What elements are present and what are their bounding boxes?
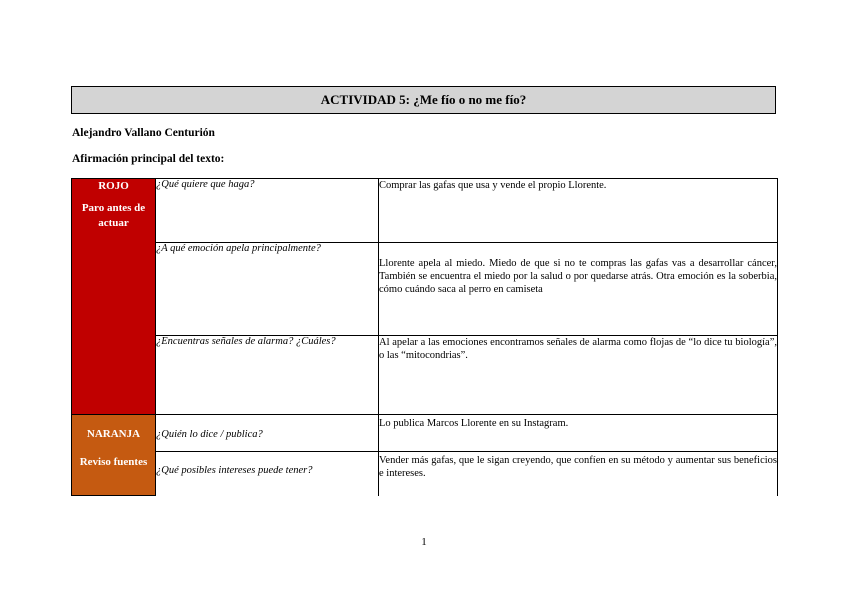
- naranja-category-name: NARANJA: [86, 428, 141, 440]
- table-row: [72, 452, 778, 496]
- rojo-category-subtitle: Paro antes de actuar: [81, 202, 146, 229]
- activity-title: [71, 86, 776, 114]
- table-row: [72, 415, 778, 452]
- activity-title-text: ACTIVIDAD 5: ¿Me fío o no me fío?: [320, 92, 527, 107]
- table-row: [72, 336, 778, 415]
- analysis-table: [71, 178, 778, 496]
- naranja-category-cell: [72, 415, 156, 496]
- answer-cell: Lo publica Marcos Llorente en su Instagram.: [379, 415, 778, 452]
- table-row: [72, 243, 778, 336]
- answer-cell: Llorente apela al miedo. Miedo de que si no te compras las gafas vas a desarrollar cáncer, También se encuentra el miedo por la salud o por quedarse atrás. Otra emoción es la soberbia, cómo cuándo saca al perro en camiseta: [379, 243, 778, 336]
- rojo-category-cell: [72, 179, 156, 415]
- naranja-category-subtitle: Reviso fuentes: [79, 456, 148, 469]
- author-name: Alejandro Vallano Centurión: [72, 127, 215, 139]
- question-cell: ¿Encuentras señales de alarma? ¿Cuáles?: [156, 336, 379, 415]
- answer-cell: Vender más gafas, que le sigan creyendo, que confíen en su método y aumentar sus beneficios e intereses.: [379, 452, 778, 496]
- answer-cell: Al apelar a las emociones encontramos señales de alarma como flojas de “lo dice tu biología”, o las “mitocondrias”.: [379, 336, 778, 415]
- page-number: 1: [421, 536, 427, 548]
- table-row: [72, 179, 778, 243]
- answer-cell: Comprar las gafas que usa y vende el propio Llorente.: [379, 179, 778, 243]
- question-cell: ¿Quién lo dice / publica?: [156, 415, 379, 452]
- question-cell: ¿A qué emoción apela principalmente?: [156, 243, 379, 336]
- question-cell: ¿Qué posibles intereses puede tener?: [156, 452, 379, 496]
- question-cell: ¿Qué quiere que haga?: [156, 179, 379, 243]
- claim-label: Afirmación principal del texto:: [72, 153, 225, 165]
- rojo-category-name: ROJO: [98, 180, 129, 192]
